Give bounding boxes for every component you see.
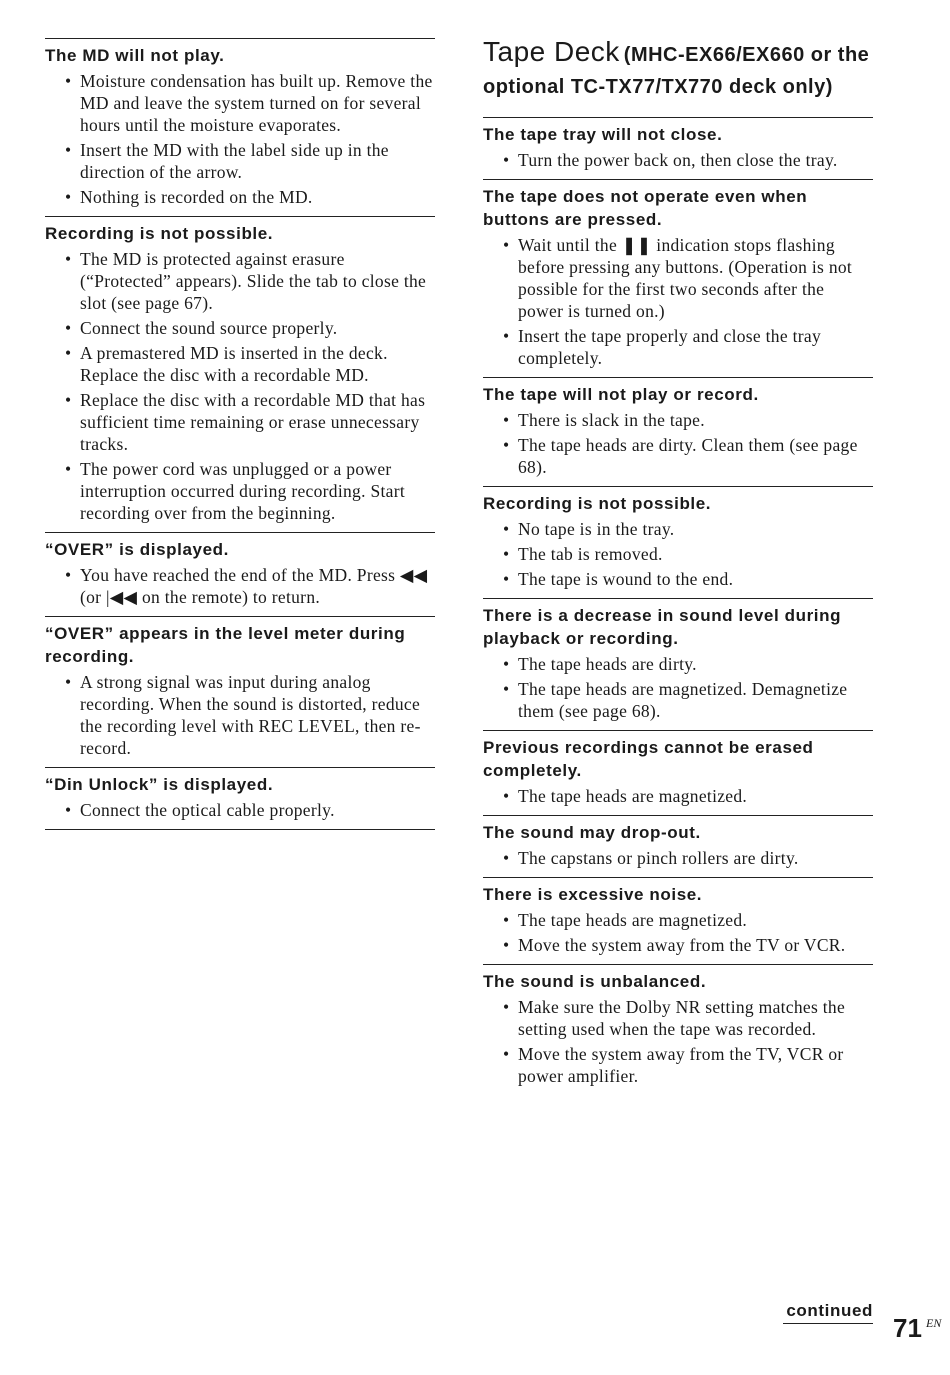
troubleshooting-section: [483, 117, 873, 179]
continued-label: continued: [783, 1301, 873, 1324]
symptom-heading: “Din Unlock” is displayed.: [45, 775, 274, 794]
symptom-heading: The tape does not operate even when buttons are pressed.: [483, 187, 808, 229]
remedy-item: • The tape heads are dirty. Clean them (see page 68).: [483, 434, 873, 478]
troubleshooting-section: [483, 964, 873, 1095]
remedy-item: • The power cord was unplugged or a power interruption occurred during recording. Start recording over from the beginning.: [45, 458, 435, 524]
remedy-item: • Nothing is recorded on the MD.: [45, 186, 435, 208]
section-title: [483, 36, 873, 117]
remedy-list: [483, 909, 873, 956]
symptom-heading: The sound may drop-out.: [483, 823, 701, 842]
symptom-heading: Recording is not possible.: [45, 224, 274, 243]
troubleshooting-section: [483, 486, 873, 598]
symptom-heading: The tape will not play or record.: [483, 385, 759, 404]
remedy-item: • A strong signal was input during analog recording. When the sound is distorted, reduce the recording level with REC LEVEL, then re-record.: [45, 671, 435, 759]
remedy-item: • Move the system away from the TV, VCR or power amplifier.: [483, 1043, 873, 1087]
troubleshooting-section: [483, 377, 873, 486]
symptom-heading: Previous recordings cannot be erased completely.: [483, 738, 814, 780]
troubleshooting-section: [483, 179, 873, 377]
symptom-heading: Recording is not possible.: [483, 494, 712, 513]
troubleshooting-section: [45, 767, 435, 830]
page-language-suffix: EN: [926, 1316, 942, 1330]
remedy-item: • The capstans or pinch rollers are dirty.: [483, 847, 873, 869]
remedy-item: • The MD is protected against erasure (“Protected” appears). Slide the tab to close the slot (see page 67).: [45, 248, 435, 314]
symptom-heading: There is excessive noise.: [483, 885, 703, 904]
symptom-heading: There is a decrease in sound level during playback or recording.: [483, 606, 842, 648]
remedy-list: [45, 564, 435, 608]
remedy-item: • Replace the disc with a recordable MD that has sufficient time remaining or erase unnecessary tracks.: [45, 389, 435, 455]
remedy-list: [45, 671, 435, 759]
remedy-item: • Make sure the Dolby NR setting matches the setting used when the tape was recorded.: [483, 996, 873, 1040]
remedy-item: • Insert the tape properly and close the tray completely.: [483, 325, 873, 369]
remedy-item: • There is slack in the tape.: [483, 409, 873, 431]
remedy-item: • No tape is in the tray.: [483, 518, 873, 540]
troubleshooting-section: [45, 616, 435, 767]
troubleshooting-section: [483, 730, 873, 815]
symptom-heading: The tape tray will not close.: [483, 125, 723, 144]
remedy-item: • The tape heads are magnetized.: [483, 909, 873, 931]
remedy-item: • Move the system away from the TV or VCR.: [483, 934, 873, 956]
remedy-item: • The tape heads are dirty.: [483, 653, 873, 675]
left-column: [45, 38, 435, 830]
right-sections: [483, 117, 873, 1095]
remedy-list: [45, 799, 435, 821]
remedy-item: • Moisture condensation has built up. Remove the MD and leave the system turned on for several hours until the moisture evaporates.: [45, 70, 435, 136]
troubleshooting-section: [483, 598, 873, 730]
remedy-item: • The tab is removed.: [483, 543, 873, 565]
troubleshooting-section: [45, 216, 435, 532]
remedy-list: [483, 653, 873, 722]
remedy-item: • Connect the sound source properly.: [45, 317, 435, 339]
remedy-item: • You have reached the end of the MD. Press ◀◀ (or |◀◀ on the remote) to return.: [45, 564, 435, 608]
remedy-item: • The tape heads are magnetized.: [483, 785, 873, 807]
symptom-heading: “OVER” is displayed.: [45, 540, 229, 559]
remedy-list: [483, 149, 873, 171]
troubleshooting-section: [483, 815, 873, 877]
page-number: 71: [893, 1313, 922, 1343]
remedy-item: • A premastered MD is inserted in the deck. Replace the disc with a recordable MD.: [45, 342, 435, 386]
remedy-item: • Turn the power back on, then close the tray.: [483, 149, 873, 171]
symptom-heading: The MD will not play.: [45, 46, 225, 65]
troubleshooting-section: [45, 532, 435, 616]
remedy-list: [483, 996, 873, 1087]
remedy-item: • Insert the MD with the label side up in the direction of the arrow.: [45, 139, 435, 183]
remedy-list: [483, 518, 873, 590]
symptom-heading: The sound is unbalanced.: [483, 972, 707, 991]
remedy-list: [483, 785, 873, 807]
remedy-list: [45, 248, 435, 524]
remedy-item: • Wait until the ❚❚ indication stops flashing before pressing any buttons. (Operation is not possible for the first two seconds after the power is turned on.): [483, 234, 873, 322]
remedy-list: [45, 70, 435, 208]
symptom-heading: “OVER” appears in the level meter during recording.: [45, 624, 406, 666]
troubleshooting-section: [483, 877, 873, 964]
remedy-item: • The tape heads are magnetized. Demagnetize them (see page 68).: [483, 678, 873, 722]
remedy-list: [483, 847, 873, 869]
section-title-main: Tape Deck: [483, 36, 620, 67]
remedy-item: • The tape is wound to the end.: [483, 568, 873, 590]
remedy-list: [483, 409, 873, 478]
troubleshooting-section: [45, 38, 435, 216]
section-title-sub: (MHC-EX66/EX660 or the optional TC-TX77/TX770 deck only): [483, 44, 870, 98]
right-column: [483, 36, 873, 1095]
remedy-list: [483, 234, 873, 369]
remedy-item: • Connect the optical cable properly.: [45, 799, 435, 821]
